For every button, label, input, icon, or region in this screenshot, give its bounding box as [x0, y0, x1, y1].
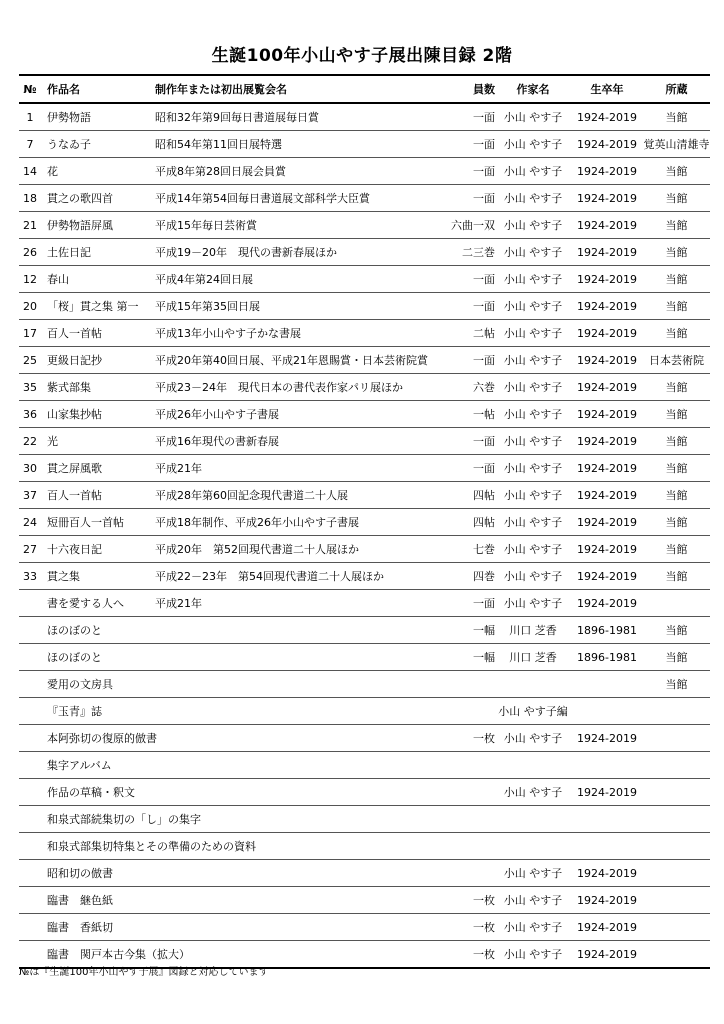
- cell-artist: 小山 やす子編: [495, 698, 571, 725]
- cell-no: 26: [19, 239, 41, 266]
- header-row: [19, 75, 710, 103]
- cell-artist: 小山 やす子: [495, 374, 571, 401]
- cell-no: 18: [19, 185, 41, 212]
- cell-life: 1896-1981: [571, 617, 643, 644]
- cell-production: 平成21年: [155, 455, 437, 482]
- cell-production: [155, 725, 437, 752]
- cell-count: 一面: [437, 103, 495, 131]
- cell-title: 「桜」貫之集 第一: [41, 293, 155, 320]
- cell-count: 一幅: [437, 617, 495, 644]
- cell-production: [155, 617, 437, 644]
- cell-owner: 当館: [643, 266, 710, 293]
- cell-owner: [643, 941, 710, 969]
- cell-title: ほのぼのと: [41, 644, 155, 671]
- cell-no: 27: [19, 536, 41, 563]
- cell-owner: [643, 779, 710, 806]
- cell-count: 一面: [437, 131, 495, 158]
- table-row: [19, 725, 710, 752]
- cell-artist: [495, 806, 571, 833]
- table-row: [19, 806, 710, 833]
- cell-no: [19, 806, 41, 833]
- cell-count: 四巻: [437, 563, 495, 590]
- cell-artist: 小山 やす子: [495, 590, 571, 617]
- cell-production: 平成18年制作、平成26年小山やす子書展: [155, 509, 437, 536]
- cell-life: [571, 698, 643, 725]
- cell-production: 平成26年小山やす子書展: [155, 401, 437, 428]
- cell-title: ほのぼのと: [41, 617, 155, 644]
- cell-count: 一面: [437, 293, 495, 320]
- cell-no: [19, 671, 41, 698]
- cell-life: 1924-2019: [571, 725, 643, 752]
- cell-no: 37: [19, 482, 41, 509]
- footnote: №は『生誕100年小山やす子展』図録と対応しています: [19, 967, 269, 978]
- table-row: [19, 590, 710, 617]
- cell-production: 昭和32年第9回毎日書道展毎日賞: [155, 103, 437, 131]
- cell-artist: 小山 やす子: [495, 158, 571, 185]
- cell-title: 愛用の文房具: [41, 671, 155, 698]
- table-row: [19, 374, 710, 401]
- cell-production: 平成15年第35回日展: [155, 293, 437, 320]
- cell-no: 24: [19, 509, 41, 536]
- cell-artist: [495, 833, 571, 860]
- cell-life: 1924-2019: [571, 941, 643, 969]
- cell-title: 臨書 香紙切: [41, 914, 155, 941]
- cell-life: 1924-2019: [571, 347, 643, 374]
- cell-owner: 当館: [643, 239, 710, 266]
- table-row: [19, 320, 710, 347]
- cell-production: 昭和54年第11回日展特選: [155, 131, 437, 158]
- cell-life: 1924-2019: [571, 293, 643, 320]
- cell-title: 本阿弥切の復原的倣書: [41, 725, 155, 752]
- cell-no: 17: [19, 320, 41, 347]
- table-row: [19, 860, 710, 887]
- cell-count: 一面: [437, 185, 495, 212]
- cell-artist: 小山 やす子: [495, 482, 571, 509]
- cell-no: 7: [19, 131, 41, 158]
- table-row: [19, 509, 710, 536]
- table-row: [19, 698, 710, 725]
- cell-count: 七巻: [437, 536, 495, 563]
- cell-owner: [643, 698, 710, 725]
- cell-production: [155, 860, 437, 887]
- cell-owner: [643, 860, 710, 887]
- cell-production: [155, 887, 437, 914]
- cell-title: 百人一首帖: [41, 482, 155, 509]
- cell-title: 光: [41, 428, 155, 455]
- cell-title: 百人一首帖: [41, 320, 155, 347]
- cell-owner: 当館: [643, 374, 710, 401]
- cell-production: [155, 752, 437, 779]
- cell-life: 1924-2019: [571, 482, 643, 509]
- cell-owner: 当館: [643, 455, 710, 482]
- cell-title: 十六夜日記: [41, 536, 155, 563]
- cell-owner: 当館: [643, 212, 710, 239]
- cell-life: 1924-2019: [571, 914, 643, 941]
- table-row: [19, 887, 710, 914]
- cell-no: 1: [19, 103, 41, 131]
- table-row: [19, 293, 710, 320]
- cell-title: 臨書 関戸本古今集（拡大）: [41, 941, 155, 969]
- cell-life: 1924-2019: [571, 266, 643, 293]
- cell-production: 平成8年第28回日展会員賞: [155, 158, 437, 185]
- cell-life: 1924-2019: [571, 428, 643, 455]
- cell-count: [437, 806, 495, 833]
- cell-title: 伊勢物語: [41, 103, 155, 131]
- cell-artist: 小山 やす子: [495, 509, 571, 536]
- cell-production: [155, 644, 437, 671]
- cell-artist: 小山 やす子: [495, 131, 571, 158]
- cell-count: 六曲一双: [437, 212, 495, 239]
- cell-production: 平成28年第60回記念現代書道二十人展: [155, 482, 437, 509]
- cell-title: 貫之の歌四首: [41, 185, 155, 212]
- cell-production: [155, 698, 437, 725]
- cell-production: [155, 914, 437, 941]
- cell-owner: [643, 914, 710, 941]
- cell-count: [437, 698, 495, 725]
- cell-life: 1924-2019: [571, 103, 643, 131]
- cell-artist: 小山 やす子: [495, 455, 571, 482]
- cell-production: 平成20年 第52回現代書道二十人展ほか: [155, 536, 437, 563]
- cell-count: 一枚: [437, 914, 495, 941]
- cell-owner: [643, 590, 710, 617]
- cell-count: [437, 860, 495, 887]
- cell-count: [437, 752, 495, 779]
- table-row: [19, 428, 710, 455]
- cell-count: [437, 779, 495, 806]
- cell-owner: [643, 725, 710, 752]
- cell-no: 12: [19, 266, 41, 293]
- cell-count: 一帖: [437, 401, 495, 428]
- cell-artist: [495, 752, 571, 779]
- cell-no: 36: [19, 401, 41, 428]
- cell-artist: 川口 芝香: [495, 644, 571, 671]
- cell-production: 平成15年毎日芸術賞: [155, 212, 437, 239]
- cell-artist: [495, 671, 571, 698]
- header-title: 作品名: [41, 75, 155, 103]
- cell-title: 花: [41, 158, 155, 185]
- table-row: [19, 347, 710, 374]
- table-row: [19, 617, 710, 644]
- cell-life: 1924-2019: [571, 860, 643, 887]
- cell-owner: 日本芸術院: [643, 347, 710, 374]
- cell-production: 平成21年: [155, 590, 437, 617]
- cell-no: [19, 644, 41, 671]
- cell-life: 1924-2019: [571, 185, 643, 212]
- cell-life: 1924-2019: [571, 455, 643, 482]
- cell-artist: 小山 やす子: [495, 725, 571, 752]
- cell-title: 伊勢物語屏風: [41, 212, 155, 239]
- header-artist: 作家名: [495, 75, 571, 103]
- table-row: [19, 644, 710, 671]
- cell-title: 和泉式部集切特集とその準備のための資料: [41, 833, 155, 860]
- cell-artist: 小山 やす子: [495, 563, 571, 590]
- cell-production: 平成22－23年 第54回現代書道二十人展ほか: [155, 563, 437, 590]
- cell-artist: 小山 やす子: [495, 239, 571, 266]
- cell-owner: [643, 887, 710, 914]
- table-row: [19, 401, 710, 428]
- cell-owner: 当館: [643, 563, 710, 590]
- cell-artist: 小山 やす子: [495, 212, 571, 239]
- cell-no: 30: [19, 455, 41, 482]
- header-production: 制作年または初出展覧会名: [155, 75, 437, 103]
- cell-life: 1924-2019: [571, 320, 643, 347]
- table-row: [19, 131, 710, 158]
- cell-no: [19, 590, 41, 617]
- cell-title: 書を愛する人へ: [41, 590, 155, 617]
- cell-count: 一面: [437, 158, 495, 185]
- table-row: [19, 158, 710, 185]
- cell-artist: 小山 やす子: [495, 185, 571, 212]
- cell-no: 33: [19, 563, 41, 590]
- cell-count: 一面: [437, 455, 495, 482]
- cell-artist: 川口 芝香: [495, 617, 571, 644]
- table-row: [19, 185, 710, 212]
- table-row: [19, 563, 710, 590]
- cell-production: 平成23－24年 現代日本の書代表作家パリ展ほか: [155, 374, 437, 401]
- cell-life: [571, 671, 643, 698]
- cell-artist: 小山 やす子: [495, 266, 571, 293]
- cell-life: 1924-2019: [571, 158, 643, 185]
- cell-no: [19, 779, 41, 806]
- cell-title: 春山: [41, 266, 155, 293]
- header-life: 生卒年: [571, 75, 643, 103]
- cell-count: 一面: [437, 266, 495, 293]
- header-owner: 所蔵: [643, 75, 710, 103]
- cell-owner: 当館: [643, 320, 710, 347]
- cell-owner: [643, 806, 710, 833]
- cell-life: 1924-2019: [571, 374, 643, 401]
- cell-owner: 当館: [643, 428, 710, 455]
- cell-artist: 小山 やす子: [495, 428, 571, 455]
- table-row: [19, 455, 710, 482]
- cell-owner: 覚英山清雄寺: [643, 131, 710, 158]
- cell-artist: 小山 やす子: [495, 536, 571, 563]
- cell-owner: 当館: [643, 671, 710, 698]
- cell-life: 1924-2019: [571, 239, 643, 266]
- cell-owner: 当館: [643, 185, 710, 212]
- cell-production: 平成20年第40回日展、平成21年恩賜賞・日本芸術院賞: [155, 347, 437, 374]
- table-row: [19, 671, 710, 698]
- cell-no: [19, 617, 41, 644]
- table-row: [19, 239, 710, 266]
- cell-owner: 当館: [643, 536, 710, 563]
- cell-title: 紫式部集: [41, 374, 155, 401]
- cell-artist: 小山 やす子: [495, 779, 571, 806]
- table-row: [19, 212, 710, 239]
- cell-count: 一枚: [437, 887, 495, 914]
- cell-no: 20: [19, 293, 41, 320]
- cell-production: [155, 779, 437, 806]
- cell-title: 土佐日記: [41, 239, 155, 266]
- cell-owner: 当館: [643, 482, 710, 509]
- cell-title: うなゐ子: [41, 131, 155, 158]
- cell-title: 短冊百人一首帖: [41, 509, 155, 536]
- table-row: [19, 833, 710, 860]
- cell-life: 1924-2019: [571, 401, 643, 428]
- cell-owner: 当館: [643, 509, 710, 536]
- cell-title: 貫之屏風歌: [41, 455, 155, 482]
- cell-artist: 小山 やす子: [495, 887, 571, 914]
- cell-life: 1924-2019: [571, 509, 643, 536]
- table-row: [19, 752, 710, 779]
- cell-life: [571, 833, 643, 860]
- cell-artist: 小山 やす子: [495, 347, 571, 374]
- cell-title: 更級日記抄: [41, 347, 155, 374]
- cell-title: 昭和切の倣書: [41, 860, 155, 887]
- cell-life: 1896-1981: [571, 644, 643, 671]
- cell-count: 一枚: [437, 725, 495, 752]
- cell-title: 和泉式部続集切の「し」の集字: [41, 806, 155, 833]
- cell-artist: 小山 やす子: [495, 320, 571, 347]
- cell-count: 六巻: [437, 374, 495, 401]
- cell-no: 22: [19, 428, 41, 455]
- cell-life: 1924-2019: [571, 212, 643, 239]
- cell-count: 二三巻: [437, 239, 495, 266]
- cell-no: [19, 887, 41, 914]
- cell-artist: 小山 やす子: [495, 293, 571, 320]
- cell-life: [571, 806, 643, 833]
- cell-no: 25: [19, 347, 41, 374]
- cell-owner: 当館: [643, 644, 710, 671]
- header-count: 員数: [437, 75, 495, 103]
- cell-title: 『玉青』誌: [41, 698, 155, 725]
- cell-count: [437, 671, 495, 698]
- cell-life: 1924-2019: [571, 536, 643, 563]
- cell-count: 一面: [437, 590, 495, 617]
- cell-no: 35: [19, 374, 41, 401]
- cell-artist: 小山 やす子: [495, 941, 571, 969]
- catalog-body: [19, 103, 710, 968]
- cell-count: 一枚: [437, 941, 495, 969]
- cell-owner: 当館: [643, 293, 710, 320]
- cell-production: 平成14年第54回毎日書道展文部科学大臣賞: [155, 185, 437, 212]
- table-row: [19, 536, 710, 563]
- cell-count: 一面: [437, 347, 495, 374]
- cell-count: 四帖: [437, 509, 495, 536]
- cell-artist: 小山 やす子: [495, 860, 571, 887]
- cell-life: 1924-2019: [571, 887, 643, 914]
- cell-count: 二帖: [437, 320, 495, 347]
- cell-artist: 小山 やす子: [495, 914, 571, 941]
- table-row: [19, 103, 710, 131]
- cell-production: 平成4年第24回日展: [155, 266, 437, 293]
- header-no: №: [19, 75, 41, 103]
- cell-count: 一面: [437, 428, 495, 455]
- cell-owner: 当館: [643, 103, 710, 131]
- cell-owner: 当館: [643, 158, 710, 185]
- cell-life: 1924-2019: [571, 563, 643, 590]
- cell-production: 平成13年小山やす子かな書展: [155, 320, 437, 347]
- cell-life: 1924-2019: [571, 590, 643, 617]
- cell-no: [19, 725, 41, 752]
- cell-count: [437, 833, 495, 860]
- cell-owner: [643, 833, 710, 860]
- cell-owner: 当館: [643, 617, 710, 644]
- catalog-table: [19, 74, 710, 969]
- page-title: 生誕100年小山やす子展出陳目録 2階: [211, 46, 513, 66]
- cell-production: 平成19－20年 現代の書新春展ほか: [155, 239, 437, 266]
- cell-owner: [643, 752, 710, 779]
- table-row: [19, 914, 710, 941]
- cell-title: 貫之集: [41, 563, 155, 590]
- cell-count: 四帖: [437, 482, 495, 509]
- cell-life: [571, 752, 643, 779]
- cell-no: 14: [19, 158, 41, 185]
- cell-title: 作品の草稿・釈文: [41, 779, 155, 806]
- cell-title: 集字アルバム: [41, 752, 155, 779]
- cell-artist: 小山 やす子: [495, 103, 571, 131]
- cell-title: 山家集抄帖: [41, 401, 155, 428]
- cell-production: [155, 671, 437, 698]
- cell-no: [19, 914, 41, 941]
- cell-no: 21: [19, 212, 41, 239]
- cell-title: 臨書 継色紙: [41, 887, 155, 914]
- cell-no: [19, 752, 41, 779]
- cell-production: 平成16年現代の書新春展: [155, 428, 437, 455]
- cell-artist: 小山 やす子: [495, 401, 571, 428]
- cell-owner: 当館: [643, 401, 710, 428]
- cell-count: 一幅: [437, 644, 495, 671]
- cell-no: [19, 698, 41, 725]
- table-row: [19, 266, 710, 293]
- cell-no: [19, 833, 41, 860]
- table-row: [19, 779, 710, 806]
- cell-life: 1924-2019: [571, 131, 643, 158]
- cell-life: 1924-2019: [571, 779, 643, 806]
- cell-no: [19, 860, 41, 887]
- table-row: [19, 482, 710, 509]
